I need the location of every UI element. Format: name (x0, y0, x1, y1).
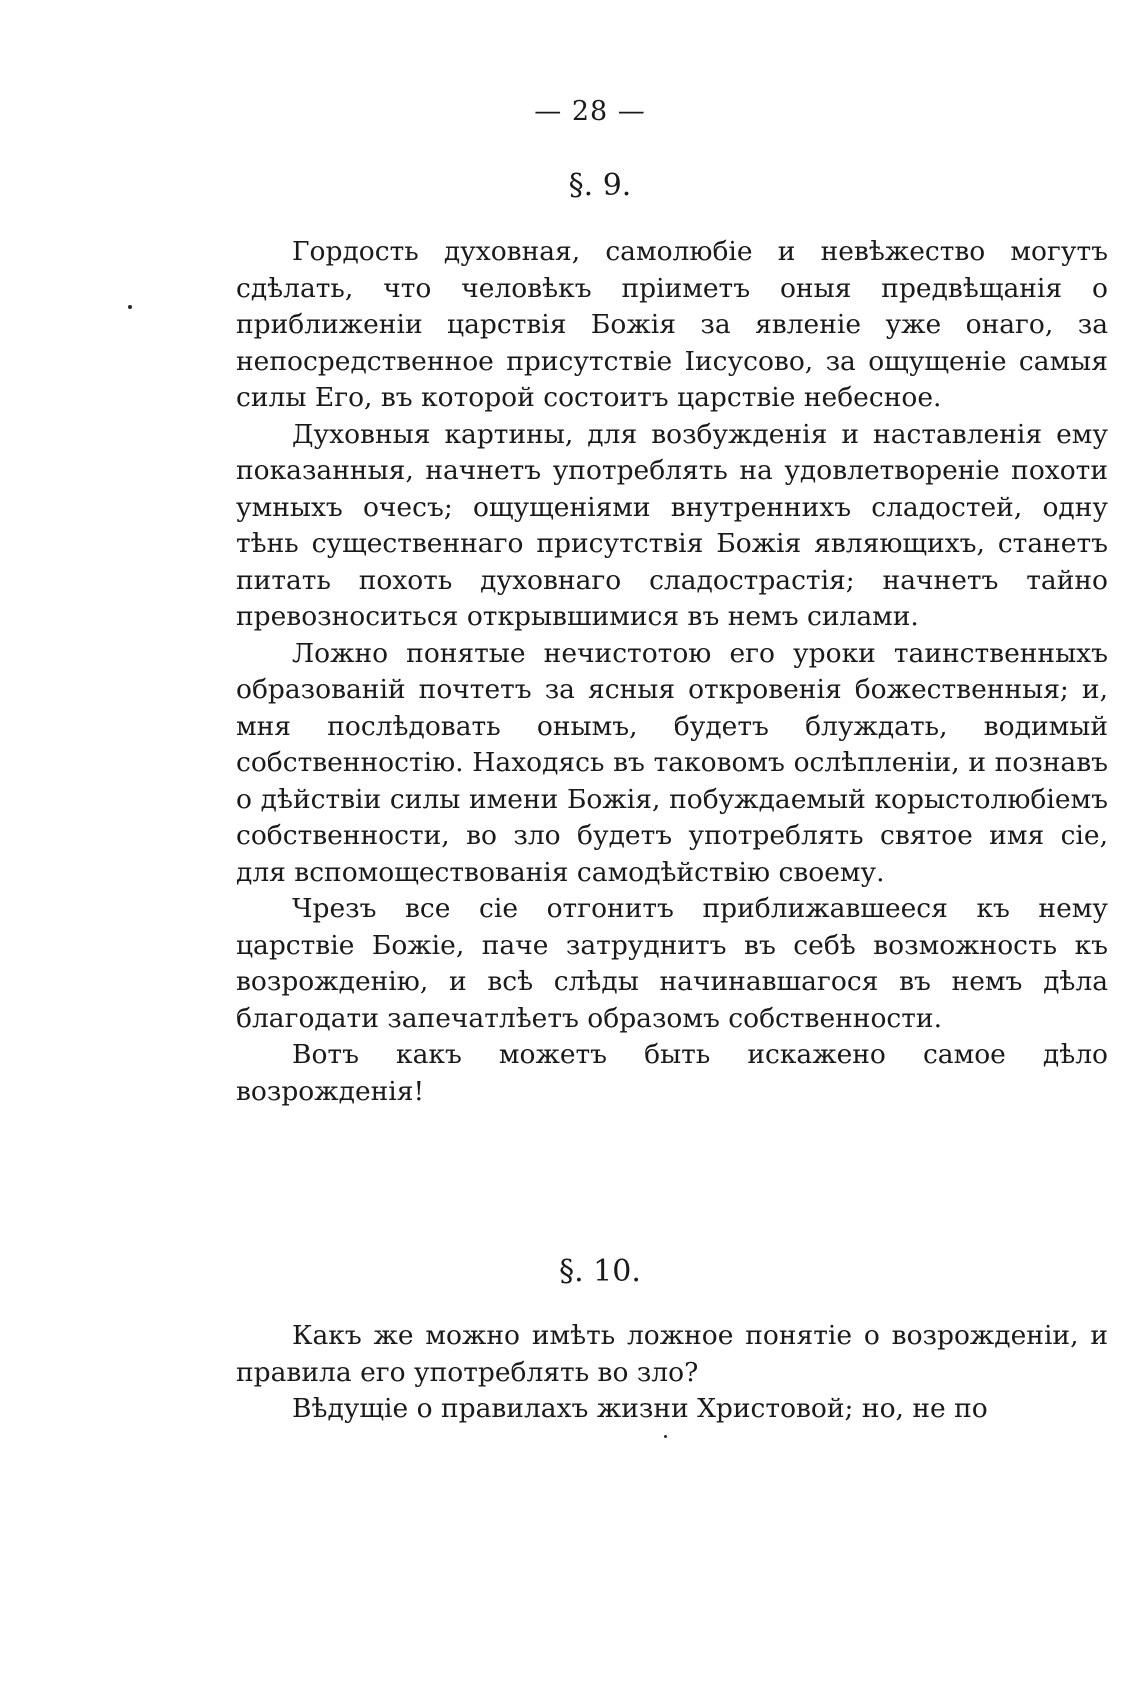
section-10-text (236, 1318, 1108, 1428)
paragraph: Гордость духовная, самолюбіе и невѣжество могутъ сдѣлать, что человѣкъ пріиметъ оныя предвѣщанія о приближеніи царствія Божія за явленіе уже онаго, за непосредственное присутствіе Іисусово, за ощущеніе самыя силы Его, въ которой состоитъ царствіе небесное. (236, 236, 1108, 413)
section-heading-9: §. 9. (568, 168, 632, 203)
section-heading-10: §. 10. (559, 1254, 641, 1289)
section-9-text (236, 234, 1108, 1110)
paragraph: Вѣдущіе о правилахъ жизни Христовой; но, не по (292, 1393, 988, 1424)
paragraph: Вотъ какъ можетъ быть искажено самое дѣло возрожденія! (236, 1039, 1108, 1107)
page-number: — 28 — (534, 96, 646, 127)
paragraph: Какъ же можно имѣть ложное понятіе о возрожденіи, и правила его употреблять во зло? (236, 1320, 1108, 1388)
print-speck (664, 1435, 667, 1438)
paragraph: Духовныя картины, для возбужденія и наставленія ему показанныя, начнетъ употреблять на удовлетвореніе похоти умныхъ очесъ; ощущеніями внутреннихъ сладостей, одну тѣнь существеннаго присутствія Божія являющихъ, станетъ питать похоть духовнаго сладострастія; начнетъ тайно превозноситься открывшимися въ немъ силами. (236, 418, 1108, 632)
margin-dot (128, 305, 132, 309)
paragraph: Ложно понятые нечистотою его уроки таинственныхъ образованій почтетъ за ясныя откровенія божественныя; и, мня послѣдовать онымъ, будетъ блуждать, водимый собственностію. Находясь въ таковомъ ослѣпленіи, и познавъ о дѣйствіи силы имени Божія, побуждаемый корыстолюбіемъ собственности, во зло будетъ употреблять святое имя сіе, для вспомоществованія самодѣйствію своему. (236, 637, 1108, 888)
paragraph: Чрезъ все сіе отгонитъ приближавшееся къ нему царствіе Божіе, паче затруднитъ въ себѣ возможность къ возрожденію, и всѣ слѣды начинавшагося въ немъ дѣла благодати запечатлѣетъ образомъ собственности. (236, 893, 1108, 1034)
